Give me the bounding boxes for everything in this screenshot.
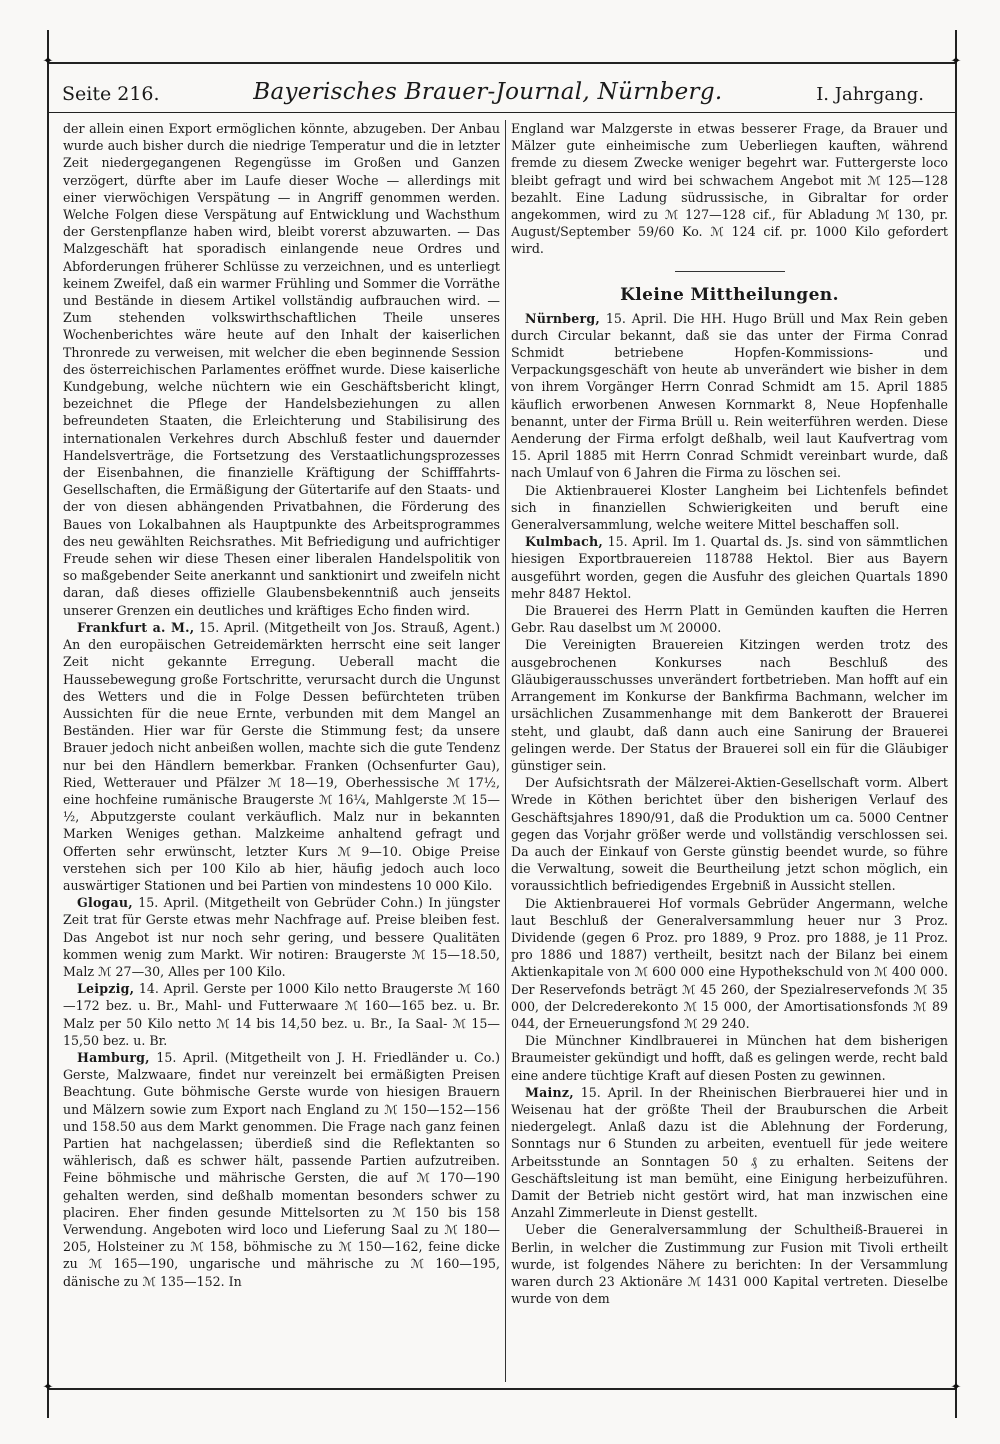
- notice-mainz-lead: Mainz,: [525, 1084, 574, 1100]
- report-frankfurt-lead: Frankfurt a. M.,: [77, 619, 195, 635]
- frame-left-rule: [47, 30, 49, 1418]
- report-frankfurt-text: 15. April. (Mitgetheilt von Jos. Strauß, Agent.) An den europäischen Getreidemärkten herrscht eine seit langer Zeit nicht gekannte Erregung. Ueberall macht die Haussebewegung große Fortschritte, verursacht durch die Ungunst des Wetters und die in Folge Dessen befürchteten trüben Aussichten für die neue Ernte, verbunden mit dem Mangel an Beständen. Hier war für Gerste die Stimmung fest; da unsere Brauer jedoch nicht anbeißen wollen, machte sich die gute Tendenz nur bei den Händlern bemerkbar. Franken (Ochsenfurter Gau), Ried, Wetterauer und Pfälzer ℳ 18—19, Oberhessische ℳ 17½, eine hochfeine rumänische Braugerste ℳ 16¼, Mahlgerste ℳ 15—½, Abputzgerste coulant verkäuflich. Malz nur in bekannten Marken Weniges gethan. Malzkeime anhaltend gefragt und Offerten sehr erwünscht, letzter Kurs ℳ 9—10. Obige Preise verstehen sich per 100 Kilo ab hier, häufig jedoch auch loco auswärtiger Stationen und bei Partien von mindestens 10 000 Kilo.: [63, 619, 500, 893]
- corner-ornament-tl: ✦: [42, 54, 54, 69]
- notice-nuernberg-text: 15. April. Die HH. Hugo Brüll und Max Rein geben durch Circular bekannt, daß sie das unter der Firma Conrad Schmidt betriebene Hopfen-Kommissions- und Verpackungsgeschäft von heute ab unverändert wie bisher in dem von ihrem Vorgänger Herrn Conrad Schmidt am 15. April 1885 käuflich erworbenen Anwesen Kornmarkt 8, Neue Hopfenhalle benannt, unter der Firma Brüll u. Rein weiterführen werden. Diese Aenderung der Firma erfolgt deßhalb, weil laut Kaufvertrag vom 15. April 1885 mit Herrn Conrad Schmidt vereinbart wurde, daß nach Umlauf von 6 Jahren die Firma zu löschen sei.: [511, 310, 948, 481]
- report-glogau: [63, 894, 500, 980]
- notice-nuernberg-lead: Nürnberg,: [525, 310, 600, 326]
- column-divider: [505, 120, 506, 1382]
- page-number: Seite 216.: [62, 83, 160, 105]
- section-title: Kleine Mittheilungen.: [620, 284, 839, 305]
- report-leipzig-text: 14. April. Gerste per 1000 Kilo netto Braugerste ℳ 160—172 bez. u. Br., Mahl- und Futterwaare ℳ 160—165 bez. u. Br. Malz per 50 Kilo netto ℳ 14 bis 14,50 bez. u. Br., Ia Saal- ℳ 15—15,50 bez. u. Br.: [63, 981, 500, 1048]
- report-hamburg-lead: Hamburg,: [77, 1049, 150, 1065]
- left-column: [63, 120, 500, 1380]
- notice-platt: Die Brauerei des Herrn Platt in Gemünden kauften die Herren Gebr. Rau daselbst um ℳ 20000.: [511, 603, 948, 636]
- page-header: [62, 73, 924, 105]
- notice-hof: Die Aktienbrauerei Hof vormals Gebrüder Angermann, welche laut Beschluß der Generalversammlung heuer nur 3 Proz. Dividende (gegen 6 Proz. pro 1889, 9 Proz. pro 1888, je 11 Proz. pro 1886 und 1887) vertheilt, besitzt nach der Bilanz bei einem Aktienkapitale von ℳ 600 000 eine Hypothekschuld von ℳ 400 000. Der Reservefonds beträgt ℳ 45 260, der Spezialreservefonds ℳ 35 000, der Delcrederekonto ℳ 15 000, der Amortisationsfonds ℳ 89 044, der Erneuerungsfond ℳ 29 240.: [511, 895, 948, 1031]
- section-separator: [675, 271, 785, 272]
- notice-kulmbach-text: 15. April. Im 1. Quartal ds. Js. sind von sämmtlichen hiesigen Exportbrauereien 118788 Hektol. Bier aus Bayern ausgeführt worden, gegen die Ausfuhr des gleichen Quartals 1890 mehr 8487 Hektol.: [511, 534, 948, 601]
- notice-kulmbach-lead: Kulmbach,: [525, 534, 603, 550]
- frame-top-rule: [47, 62, 957, 64]
- report-glogau-text: 15. April. (Mitgetheilt von Gebrüder Cohn.) In jüngster Zeit trat für Gerste etwas mehr Nachfrage auf. Preise bleiben fest. Das Angebot ist nur noch sehr gering, und bessere Qualitäten kommen wenig zum Markt. Wir notiren: Braugerste ℳ 15—18.50, Malz ℳ 27—30, Alles per 100 Kilo.: [63, 895, 500, 979]
- report-glogau-lead: Glogau,: [77, 895, 133, 911]
- corner-ornament-br: ✦: [950, 1380, 962, 1395]
- report-hamburg-continued: England war Malzgerste in etwas besserer Frage, da Brauer und Mälzer gute einheimische zum Ueberliegen kauften, während fremde zu diesem Zwecke weniger begehrt war. Futtergerste loco bleibt gefragt und wird bei schwachem Angebot mit ℳ 125—128 bezahlt. Eine Ladung südrussische, in Gibraltar for order angekommen, wird zu ℳ 127—128 cif., für Abladung ℳ 130, pr. August/September 59/60 Ko. ℳ 124 cif. pr. 1000 Kilo gefordert wird.: [511, 121, 948, 257]
- frame-bottom-rule: [47, 1388, 957, 1390]
- notice-nuernberg: [511, 310, 948, 482]
- report-hamburg: [63, 1049, 500, 1290]
- corner-ornament-tr: ✦: [950, 54, 962, 69]
- notice-kitzingen: Die Vereinigten Brauereien Kitzingen werden trotz des ausgebrochenen Konkurses nach Beschluß des Gläubigerausschusses unverändert fortbetrieben. Man hofft auf ein Arrangement im Konkurse der Bankfirma Bachmann, welcher im ursächlichen Zusammenhange mit dem Bankerott der Brauerei steht, und glaubt, daß dann auch eine Sanirung der Brauerei gelingen werde. Der Status der Brauerei soll ein für die Gläubiger günstiger sein.: [511, 637, 948, 773]
- right-column: [511, 120, 948, 1380]
- volume-label: I. Jahrgang.: [816, 84, 924, 105]
- notice-langheim: Die Aktienbrauerei Kloster Langheim bei Lichtenfels befindet sich in finanziellen Schwierigkeiten und beruft eine Generalversammlung, welche weitere Mittel beschaffen soll.: [511, 482, 948, 533]
- market-report-paragraph: der allein einen Export ermöglichen könnte, abzugeben. Der Anbau wurde auch bisher durch die niedrige Temperatur und die in letzter Zeit niedergegangenen Regengüsse im Großen und Ganzen verzögert, dürfte aber im Laufe dieser Woche — allerdings mit einer vierwöchigen Verspätung — in Angriff genommen werden. Welche Folgen diese Verspätung auf Entwicklung und Wachsthum der Gerstenpflanze haben wird, bleibt vorerst abzuwarten. — Das Malzgeschäft hat sporadisch einlangende neue Ordres und Abforderungen früherer Schlüsse zu verzeichnen, und es unterliegt keinem Zweifel, daß ein warmer Frühling und Sommer die Vorräthe und Bestände in diesem Artikel vollständig aufbrauchen wird. — Zum stehenden volkswirthschaftlichen Theile unseres Wochenberichtes wäre heute auf den Inhalt der kaiserlichen Thronrede zu verweisen, mit welcher die eben beginnende Session des österreichischen Parlamentes eröffnet wurde. Diese kaiserliche Kundgebung, welche nüchtern wie ein Geschäftsbericht klingt, bezeichnet die Pflege der Handelsbeziehungen zu allen befreundeten Staaten, die Erleichterung und Stabilisirung des internationalen Verkehres durch Abschluß fester und dauernder Handelsverträge, die Fortsetzung des Verstaatlichungsprozesses der Eisenbahnen, die finanzielle Kräftigung der Schifffahrts-Gesellschaften, die Ermäßigung der Gütertarife auf den Staats- und der von diesen abhängenden Privatbahnen, die Förderung des Baues von Lokalbahnen als Hauptpunkte des Arbeitsprogrammes des neu gewählten Reichsrathes. Mit Befriedigung und aufrichtiger Freude sehen wir diese Thesen einer liberalen Handelspolitik von so maßgebender Seite anerkannt und sanktionirt und zweifeln nicht daran, daß dieses offizielle Glaubensbekenntniß auch jenseits unserer Grenzen ein deutliches und kräftiges Echo finden wird.: [63, 121, 500, 618]
- frame-header-rule: [47, 112, 957, 113]
- corner-ornament-bl: ✦: [42, 1380, 54, 1395]
- notice-wrede: Der Aufsichtsrath der Mälzerei-Aktien-Gesellschaft vorm. Albert Wrede in Köthen berichtet über den bisherigen Verlauf des Geschäftsjahres 1890/91, daß die Produktion um ca. 5000 Centner gegen das Vorjahr größer werde und vollständig verschlossen sei. Da auch der Einkauf von Gerste günstig beendet wurde, so führe die Verwaltung, soweit die Beurtheilung jetzt schon möglich, ein voraussichtlich befriedigendes Ergebniß in Aussicht stellen.: [511, 775, 948, 894]
- notice-mainz-text: 15. April. In der Rheinischen Bierbrauerei hier und in Weisenau hat der größte Theil der Brauburschen die Arbeit niedergelegt. Anlaß dazu ist die Ablehnung der Forderung, Sonntags nur 6 Stunden zu arbeiten, eventuell für jede weitere Arbeitsstunde an Sonntagen 50 ₰ zu erhalten. Seitens der Geschäftsleitung ist man bemüht, eine Einigung herbeizuführen. Damit der Betrieb nicht gestört wird, hat man inzwischen eine Anzahl Zimmerleute in Dienst gestellt.: [511, 1084, 948, 1221]
- notice-schultheiss: Ueber die Generalversammlung der Schultheiß-Brauerei in Berlin, in welcher die Zustimmung zur Fusion mit Tivoli ertheilt wurde, ist folgendes Nähere zu berichten: In der Versammlung waren durch 23 Aktionäre ℳ 1431 000 Kapital vertreten. Dieselbe wurde von dem: [511, 1222, 948, 1307]
- report-hamburg-text: 15. April. (Mitgetheilt von J. H. Friedländer u. Co.) Gerste, Malzwaare, findet nur vereinzelt bei ermäßigten Preisen Beachtung. Gute böhmische Gerste wurde von hiesigen Brauern und Mälzern sowie zum Export nach England zu ℳ 150—152—156 und 158.50 aus dem Markt genommen. Die Frage nach ganz feinen Partien hat nachgelassen; überdieß sind die Reflektanten so wählerisch, daß es schwer hält, passende Partien aufzutreiben. Feine böhmische und mährische Gersten, die auf ℳ 170—190 gehalten werden, sind deßhalb momentan besonders schwer zu placiren. Eher finden gesunde Mittelsorten zu ℳ 150 bis 158 Verwendung. Angeboten wird loco und Lieferung Saal zu ℳ 180—205, Holsteiner zu ℳ 158, böhmische zu ℳ 150—162, feine dicke zu ℳ 165—190, ungarische und mährische zu ℳ 160—195, dänische zu ℳ 135—152. In: [63, 1049, 500, 1289]
- notice-mainz: [511, 1084, 948, 1222]
- report-leipzig: [63, 980, 500, 1049]
- journal-title: Bayerisches Brauer-Journal, Nürnberg.: [253, 79, 723, 105]
- notice-kindl: Die Münchner Kindlbrauerei in München hat dem bisherigen Braumeister gekündigt und hofft, daß es gelingen werde, recht bald eine andere tüchtige Kraft auf diesen Posten zu gewinnen.: [511, 1033, 948, 1083]
- report-leipzig-lead: Leipzig,: [77, 981, 135, 997]
- frame-right-rule: [955, 30, 957, 1418]
- notice-kulmbach: [511, 533, 948, 602]
- report-frankfurt: [63, 619, 500, 894]
